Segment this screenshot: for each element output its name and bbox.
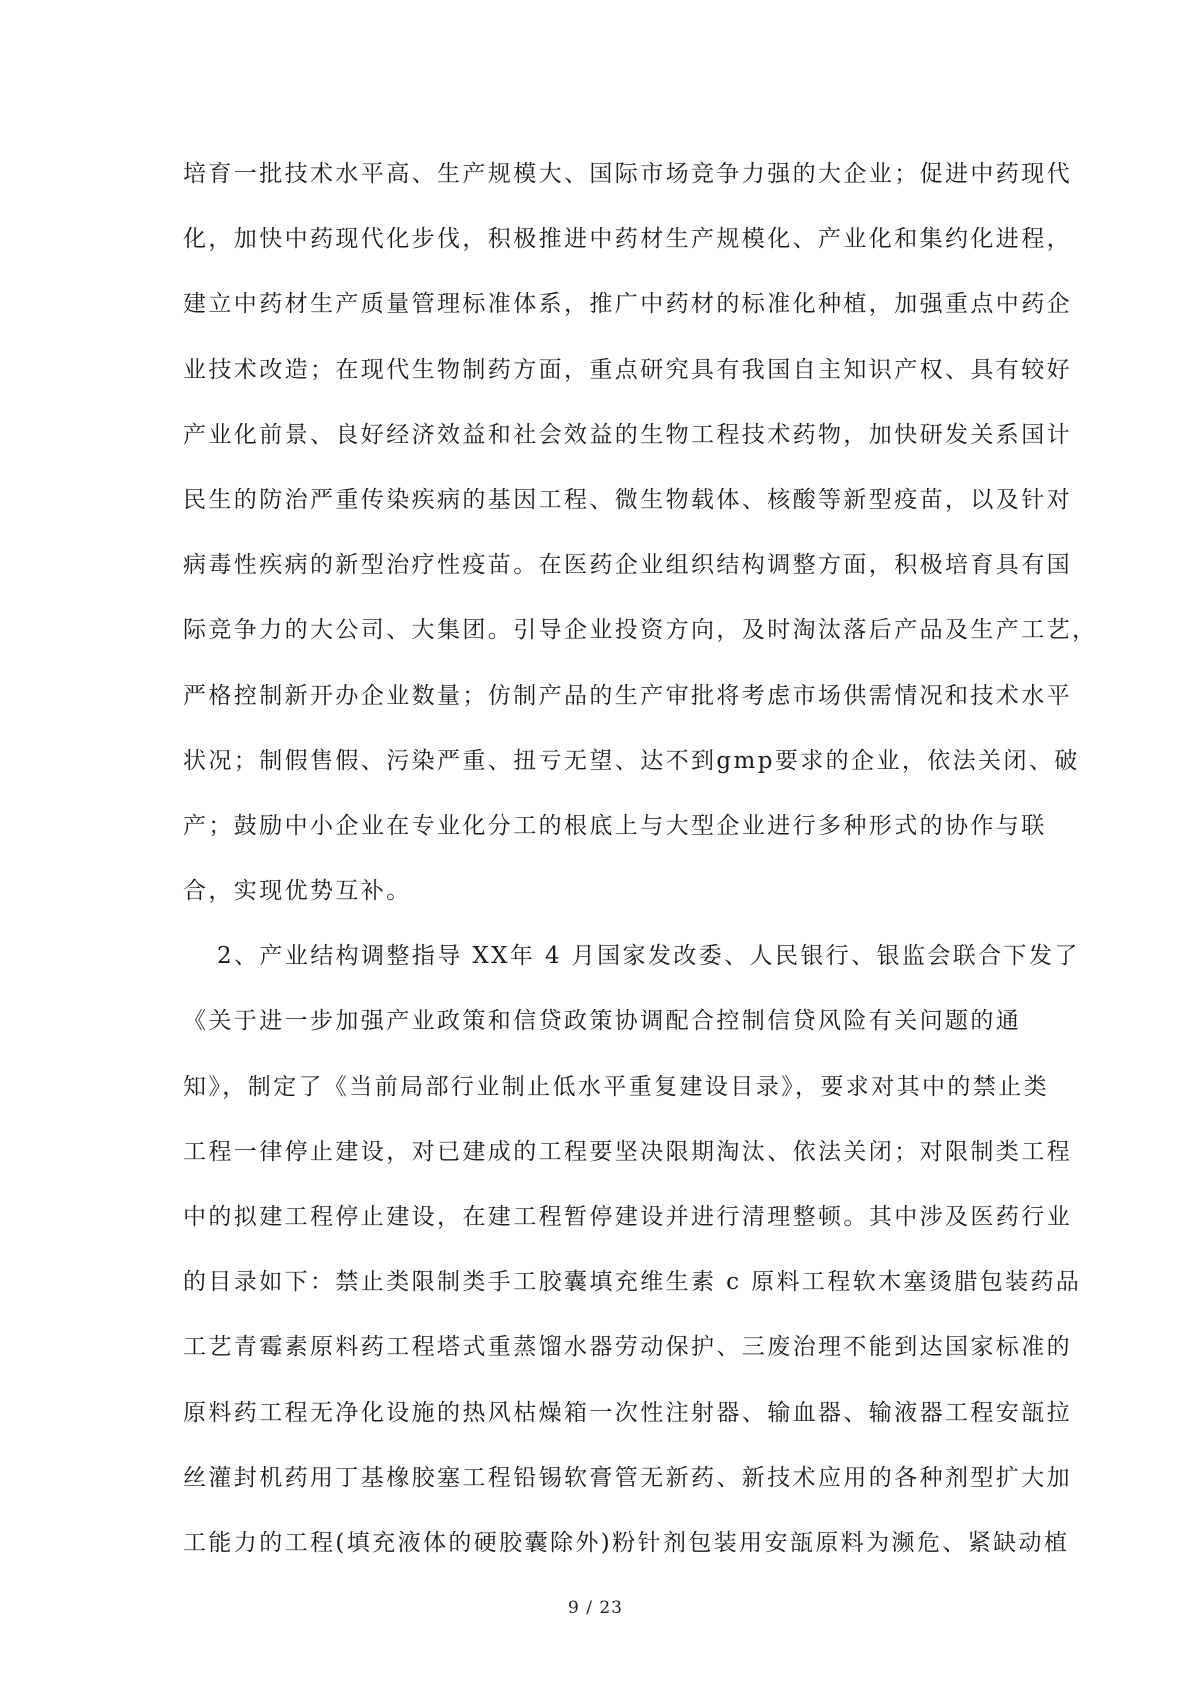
section-heading-line: 2、产业结构调整指导 XX年 4 月国家发改委、人民银行、银监会联合下发了 xyxy=(217,943,1080,970)
text-line: 的目录如下：禁止类限制类手工胶囊填充维生素 c 原料工程软木塞烫腊包装药品 xyxy=(183,1269,1082,1296)
text-line: 合，实现优势互补。 xyxy=(183,878,412,905)
text-line: 业技术改造；在现代生物制药方面，重点研究具有我国自主知识产权、具有较好 xyxy=(183,356,1072,383)
text-line: 《关于进一步加强产业政策和信贷政策协调配合控制信贷风险有关问题的通 xyxy=(183,1008,1022,1035)
text-line: 产；鼓励中小企业在专业化分工的根底上与大型企业进行多种形式的协作与联 xyxy=(183,812,1047,839)
text-line: 状况；制假售假、污染严重、扭亏无望、达不到gmp要求的企业，依法关闭、破 xyxy=(183,747,1080,774)
text-line: 际竞争力的大公司、大集团。引导企业投资方向，及时淘汰落后产品及生产工艺， xyxy=(183,617,1098,644)
text-line: 产业化前景、良好经济效益和社会效益的生物工程技术药物，加快研发关系国计 xyxy=(183,421,1072,448)
text-line: 中的拟建工程停止建设，在建工程暂停建设并进行清理整顿。其中涉及医药行业 xyxy=(183,1204,1072,1230)
text-line: 严格控制新开办企业数量；仿制产品的生产审批将考虑市场供需情况和技术水平 xyxy=(183,682,1072,709)
text-line: 民生的防治严重传染疾病的基因工程、微生物载体、核酸等新型疫苗，以及针对 xyxy=(183,486,1072,513)
text-line: 工程一律停止建设，对已建成的工程要坚决限期淘汰、依法关闭；对限制类工程 xyxy=(183,1138,1072,1165)
text-line: 化，加快中药现代化步伐，积极推进中药材生产规模化、产业化和集约化进程， xyxy=(183,226,1072,253)
text-line: 工能力的工程(填充液体的硬胶囊除外)粉针剂包装用安瓿原料为濒危、紧缺动植 xyxy=(183,1529,1070,1556)
text-line: 建立中药材生产质量管理标准体系，推广中药材的标准化种植，加强重点中药企 xyxy=(183,291,1072,318)
text-line: 知》，制定了《当前局部行业制止低水平重复建设目录》，要求对其中的禁止类 xyxy=(183,1073,1049,1100)
text-line: 原料药工程无净化设施的热风枯燥箱一次性注射器、输血器、输液器工程安瓿拉 xyxy=(183,1399,1072,1426)
text-line: 工艺青霉素原料药工程塔式重蒸馏水器劳动保护、三废治理不能到达国家标准的 xyxy=(183,1334,1072,1361)
page-number: 9 / 23 xyxy=(568,1598,623,1618)
text-line: 培育一批技术水平高、生产规模大、国际市场竞争力强的大企业；促进中药现代 xyxy=(183,161,1072,187)
text-line: 病毒性疾病的新型治疗性疫苗。在医药企业组织结构调整方面，积极培育具有国 xyxy=(183,552,1072,579)
text-line: 丝灌封机药用丁基橡胶塞工程铅锡软膏管无新药、新技术应用的各种剂型扩大加 xyxy=(183,1464,1072,1491)
body-text xyxy=(183,154,1098,1588)
